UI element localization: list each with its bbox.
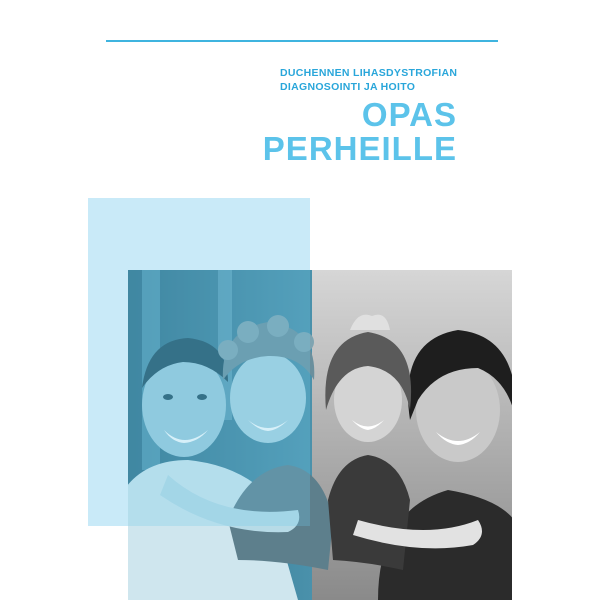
cover-subtitle	[280, 66, 500, 94]
cover-title	[263, 98, 457, 166]
title-line-2: PERHEILLE	[262, 130, 457, 167]
subtitle-line-2: DIAGNOSOINTI JA HOITO	[280, 81, 416, 93]
subtitle-line-1: DUCHENNEN LIHASDYSTROFIAN	[280, 67, 458, 79]
family-photo-illustration	[128, 270, 512, 600]
title-line-1: OPAS	[361, 96, 457, 133]
top-rule	[106, 40, 498, 42]
family-photo	[128, 270, 512, 600]
